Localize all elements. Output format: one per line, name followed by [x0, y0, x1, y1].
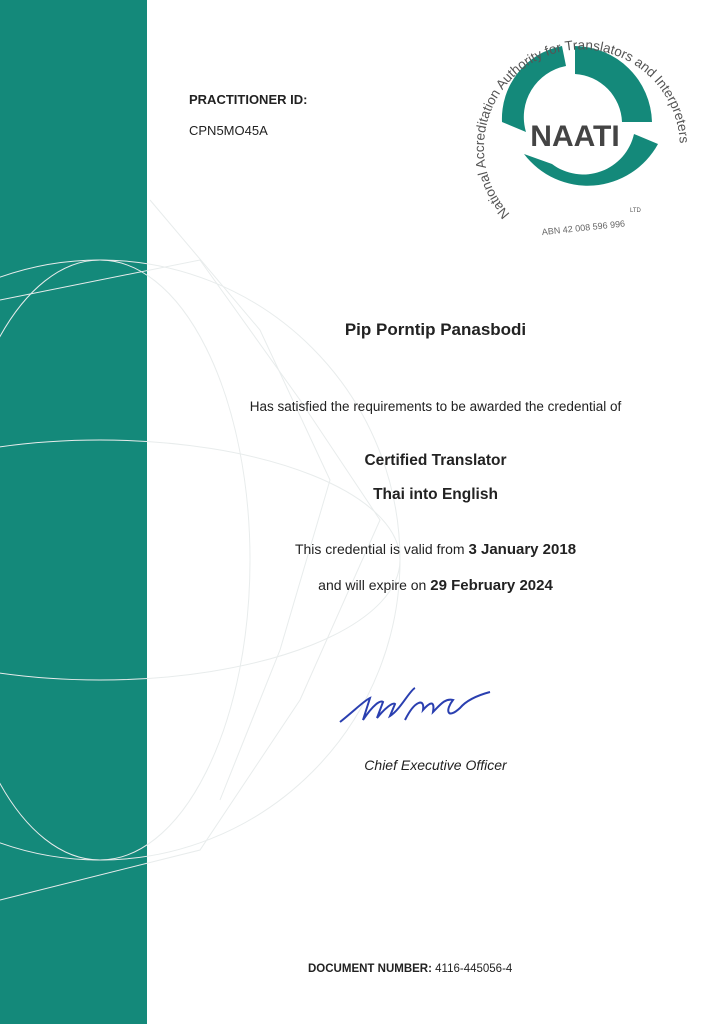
naati-logo: [462, 4, 702, 244]
language-pair: Thai into English: [373, 486, 498, 503]
credential-title: Certified Translator: [364, 452, 507, 469]
document-number: [308, 963, 512, 975]
practitioner-id-value: CPN5MO45A: [189, 123, 268, 138]
valid-from-text: This credential is valid from: [294, 541, 465, 557]
award-statement: Has satisfied the requirements to be awarded the credential of: [249, 399, 622, 414]
valid-from-line: [147, 541, 724, 558]
signature: [335, 680, 495, 730]
document-number-value: 4116-445056-4: [435, 963, 513, 975]
document-number-label: DOCUMENT NUMBER:: [308, 963, 432, 975]
svg-text:NAATI: NAATI: [530, 120, 620, 153]
valid-from-date: 3 January 2018: [468, 541, 577, 558]
svg-text:LTD: LTD: [630, 208, 641, 214]
practitioner-id-label: PRACTITIONER ID:: [189, 92, 308, 107]
signatory-title: Chief Executive Officer: [364, 757, 507, 773]
expiry-text: and will expire on: [318, 577, 427, 593]
svg-text:National Accreditation Authori: National Accreditation Authority for Translators and Interpreters: [471, 37, 692, 222]
expiry-date: 29 February 2024: [430, 577, 553, 594]
holder-name: Pip Porntip Panasbodi: [344, 320, 527, 339]
expiry-line: [147, 577, 724, 594]
svg-text:ABN 42 008 596 996: ABN 42 008 596 996: [541, 218, 626, 238]
